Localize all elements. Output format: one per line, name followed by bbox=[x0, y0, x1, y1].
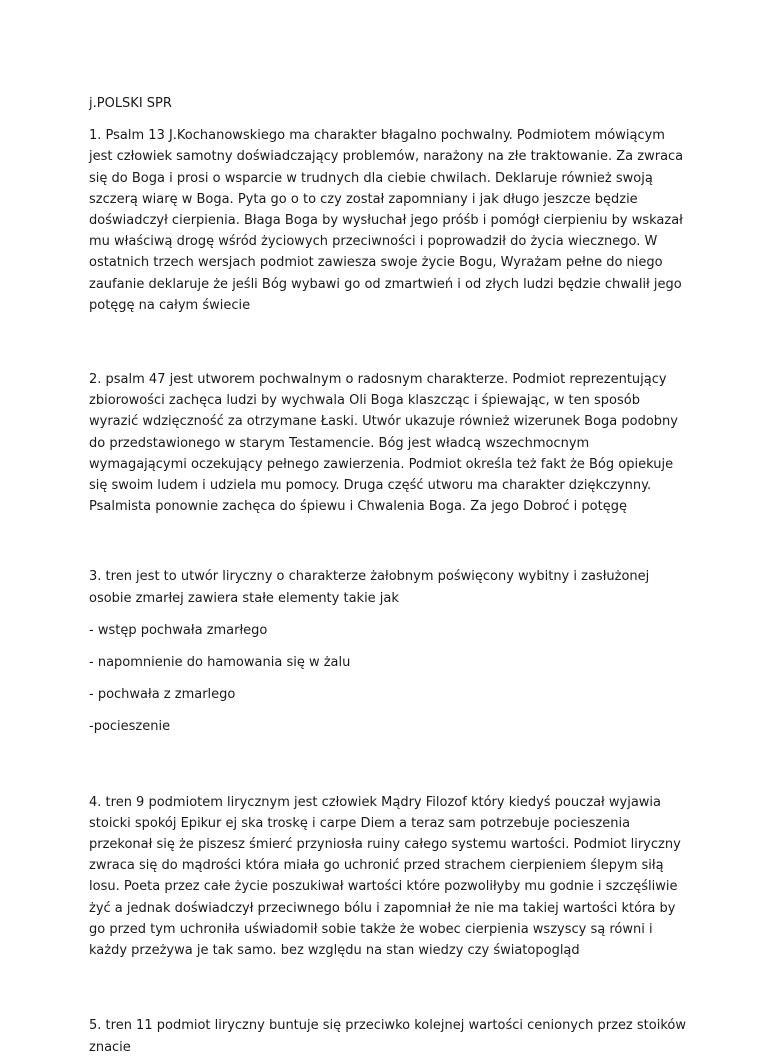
list-item-pocieszenie: -pocieszenie bbox=[89, 719, 171, 735]
paragraph-psalm-13: 1. Psalm 13 J.Kochanowskiego ma charakter błagalno pochwalny. Podmiotem mówiącym jest człowiek samotny doświadczający problemów, narażony na złe traktowanie. Za zwraca się do Boga i prosi o wsparcie w trudnych dla ciebie chwilach. Deklaruje również swoją szczerą wiarę w Boga. Pyta go o to czy został zapomniany i jak długo jeszcze będzie doświadczył cierpienia. Błaga Boga by wysłuchał jego próśb i pomógł cierpieniu by wskazał mu właściwą drogę wśród życiowych przeciwności i poprowadził do życia wiecznego. W ostatnich trzech wersjach podmiot zawiesza swoje życie Bogu, Wyrażam pełne do niego zaufanie deklaruje że jeśli Bóg wybawi go od zmartwień i od złych ludzi będzie chwalił jego potęgę na całym świecie bbox=[89, 128, 684, 313]
list-item-napomnienie: - napomnienie do hamowania się w żalu bbox=[89, 655, 351, 671]
paragraph-psalm-47: 2. psalm 47 jest utworem pochwalnym o radosnym charakterze. Podmiot reprezentujący zbiorowości zachęca ludzi by wychwala Oli Boga klaszcząc i śpiewając, w ten sposób wyrazić wdzięczność za otrzymane Łaski. Utwór ukazuje również wizerunek Boga podobny do przedstawionego w starym Testamencie. Bóg jest władcą wszechmocnym wymagającymi oczekujący pełnego zawierzenia. Podmiot określa też fakt że Bóg opiekuje się swoim ludem i udziela mu pomocy. Druga część utworu ma charakter dziękczynny. Psalmista ponownie zachęca do śpiewu i Chwalenia Boga. Za jego Dobroć i potęgę bbox=[89, 372, 678, 515]
list-item-pochwala: - pochwała z zmarlego bbox=[89, 687, 236, 703]
list-item-wstep: - wstęp pochwała zmarłego bbox=[89, 622, 268, 638]
paragraph-tren-11: 5. tren 11 podmiot liryczny buntuje się przeciwko kolejnej wartości cenionych przez stoików znacie bbox=[89, 1018, 686, 1055]
document-page bbox=[89, 93, 689, 1058]
paragraph-tren-definition: 3. tren jest to utwór liryczny o charakterze żałobnym poświęcony wybitny i zasłużonej osobie zmarłej zawiera stałe elementy takie jak bbox=[89, 569, 650, 606]
document-title: j.POLSKI SPR bbox=[89, 96, 172, 111]
paragraph-tren-9: 4. tren 9 podmiotem lirycznym jest człowiek Mądry Filozof który kiedyś pouczał wyjawia stoicki spokój Epikur ej ska troskę i carpe Diem a teraz sam potrzebuje pocieszenia przekonał się że piszesz śmierć przyniosła ruiny całego systemu wartości. Podmiot liryczny zwraca się do mądrości która miała go uchronić przed strachem cierpieniem ślepym siłą losu. Poeta przez całe życie poszukiwał wartości które pozwoliłyby mu godnie i szczęśliwie żyć a jednak doświadczył przeciwnego bólu i zapomniał że nie ma takiej wartości która by go przed tym uchroniła uświadomił sobie także że wobec cierpienia wszyscy są równi i każdy przeżywa je tak samo. bez względu na stan wiedzy czy światopogląd bbox=[89, 794, 681, 959]
